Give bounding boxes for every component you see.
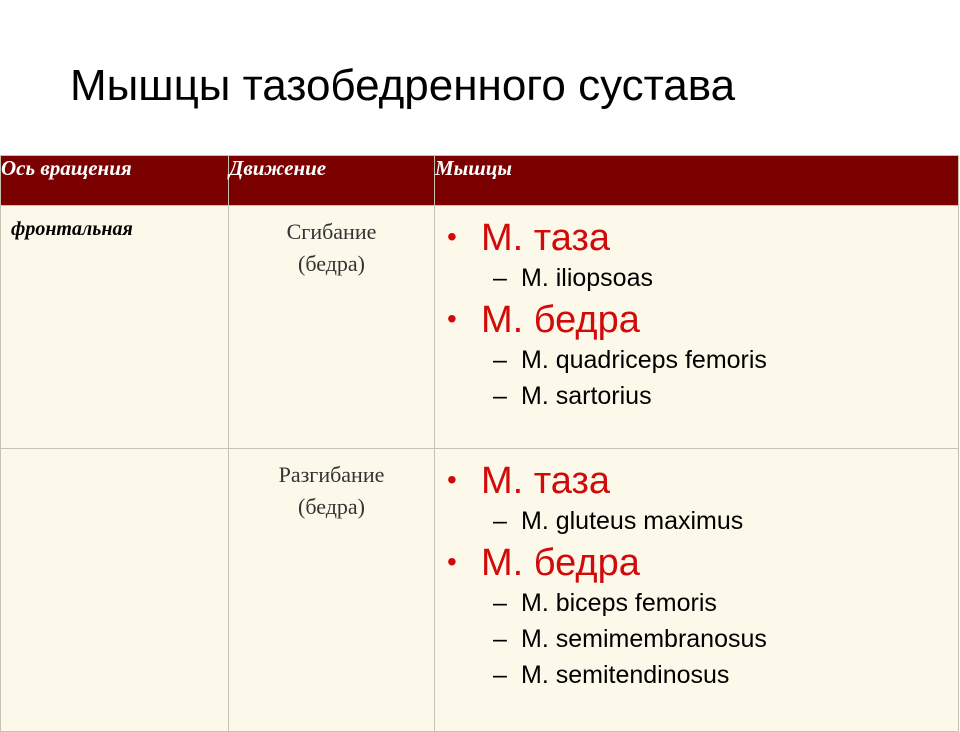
- header-muscles: Мышцы: [435, 156, 959, 206]
- movement-name: Сгибание: [286, 219, 377, 244]
- muscle-group: [445, 459, 958, 503]
- muscle-label: M. iliopsoas: [521, 264, 653, 292]
- movement-object: (бедра): [298, 494, 365, 519]
- muscle-group-label: M. таза: [481, 217, 611, 259]
- muscle-label: M. quadriceps femoris: [521, 346, 767, 374]
- bullet-icon: •: [447, 546, 457, 577]
- bullet-icon: •: [447, 464, 457, 495]
- muscle-label: M. semitendinosus: [521, 661, 730, 689]
- muscle-label: M. gluteus maximus: [521, 507, 744, 535]
- muscle-item: [445, 585, 958, 621]
- dash-icon: –: [493, 382, 507, 410]
- muscle-group-label: M. таза: [481, 460, 611, 502]
- dash-icon: –: [493, 589, 507, 617]
- axis-cell: [1, 449, 229, 732]
- header-axis: Ось вращения: [1, 156, 229, 206]
- slide-title: Мышцы тазобедренного сустава: [70, 61, 736, 110]
- muscle-item: [445, 621, 958, 657]
- muscle-group: [445, 541, 958, 585]
- table-row: [1, 206, 959, 449]
- dash-icon: –: [493, 264, 507, 292]
- bullet-icon: •: [447, 221, 457, 252]
- dash-icon: –: [493, 507, 507, 535]
- muscle-item: [445, 657, 958, 693]
- axis-cell: фронтальная: [1, 206, 229, 449]
- muscle-item: [445, 342, 958, 378]
- muscle-label: M. semimembranosus: [521, 625, 767, 653]
- movement-cell: [229, 206, 435, 449]
- muscle-label: M. biceps femoris: [521, 589, 717, 617]
- table-row: [1, 449, 959, 732]
- dash-icon: –: [493, 625, 507, 653]
- muscles-cell: [435, 206, 959, 449]
- muscles-cell: [435, 449, 959, 732]
- movement-cell: [229, 449, 435, 732]
- muscle-item: [445, 378, 958, 414]
- muscle-label: M. sartorius: [521, 382, 652, 410]
- dash-icon: –: [493, 661, 507, 689]
- muscle-group-label: M. бедра: [481, 299, 640, 341]
- muscle-item: [445, 260, 958, 296]
- header-movement: Движение: [229, 156, 435, 206]
- muscles-table: [0, 155, 959, 732]
- muscle-group: [445, 216, 958, 260]
- muscle-group: [445, 298, 958, 342]
- bullet-icon: •: [447, 303, 457, 334]
- table-header-row: [1, 156, 959, 206]
- muscle-item: [445, 503, 958, 539]
- movement-object: (бедра): [298, 251, 365, 276]
- muscle-group-label: M. бедра: [481, 542, 640, 584]
- movement-name: Разгибание: [278, 462, 385, 487]
- dash-icon: –: [493, 346, 507, 374]
